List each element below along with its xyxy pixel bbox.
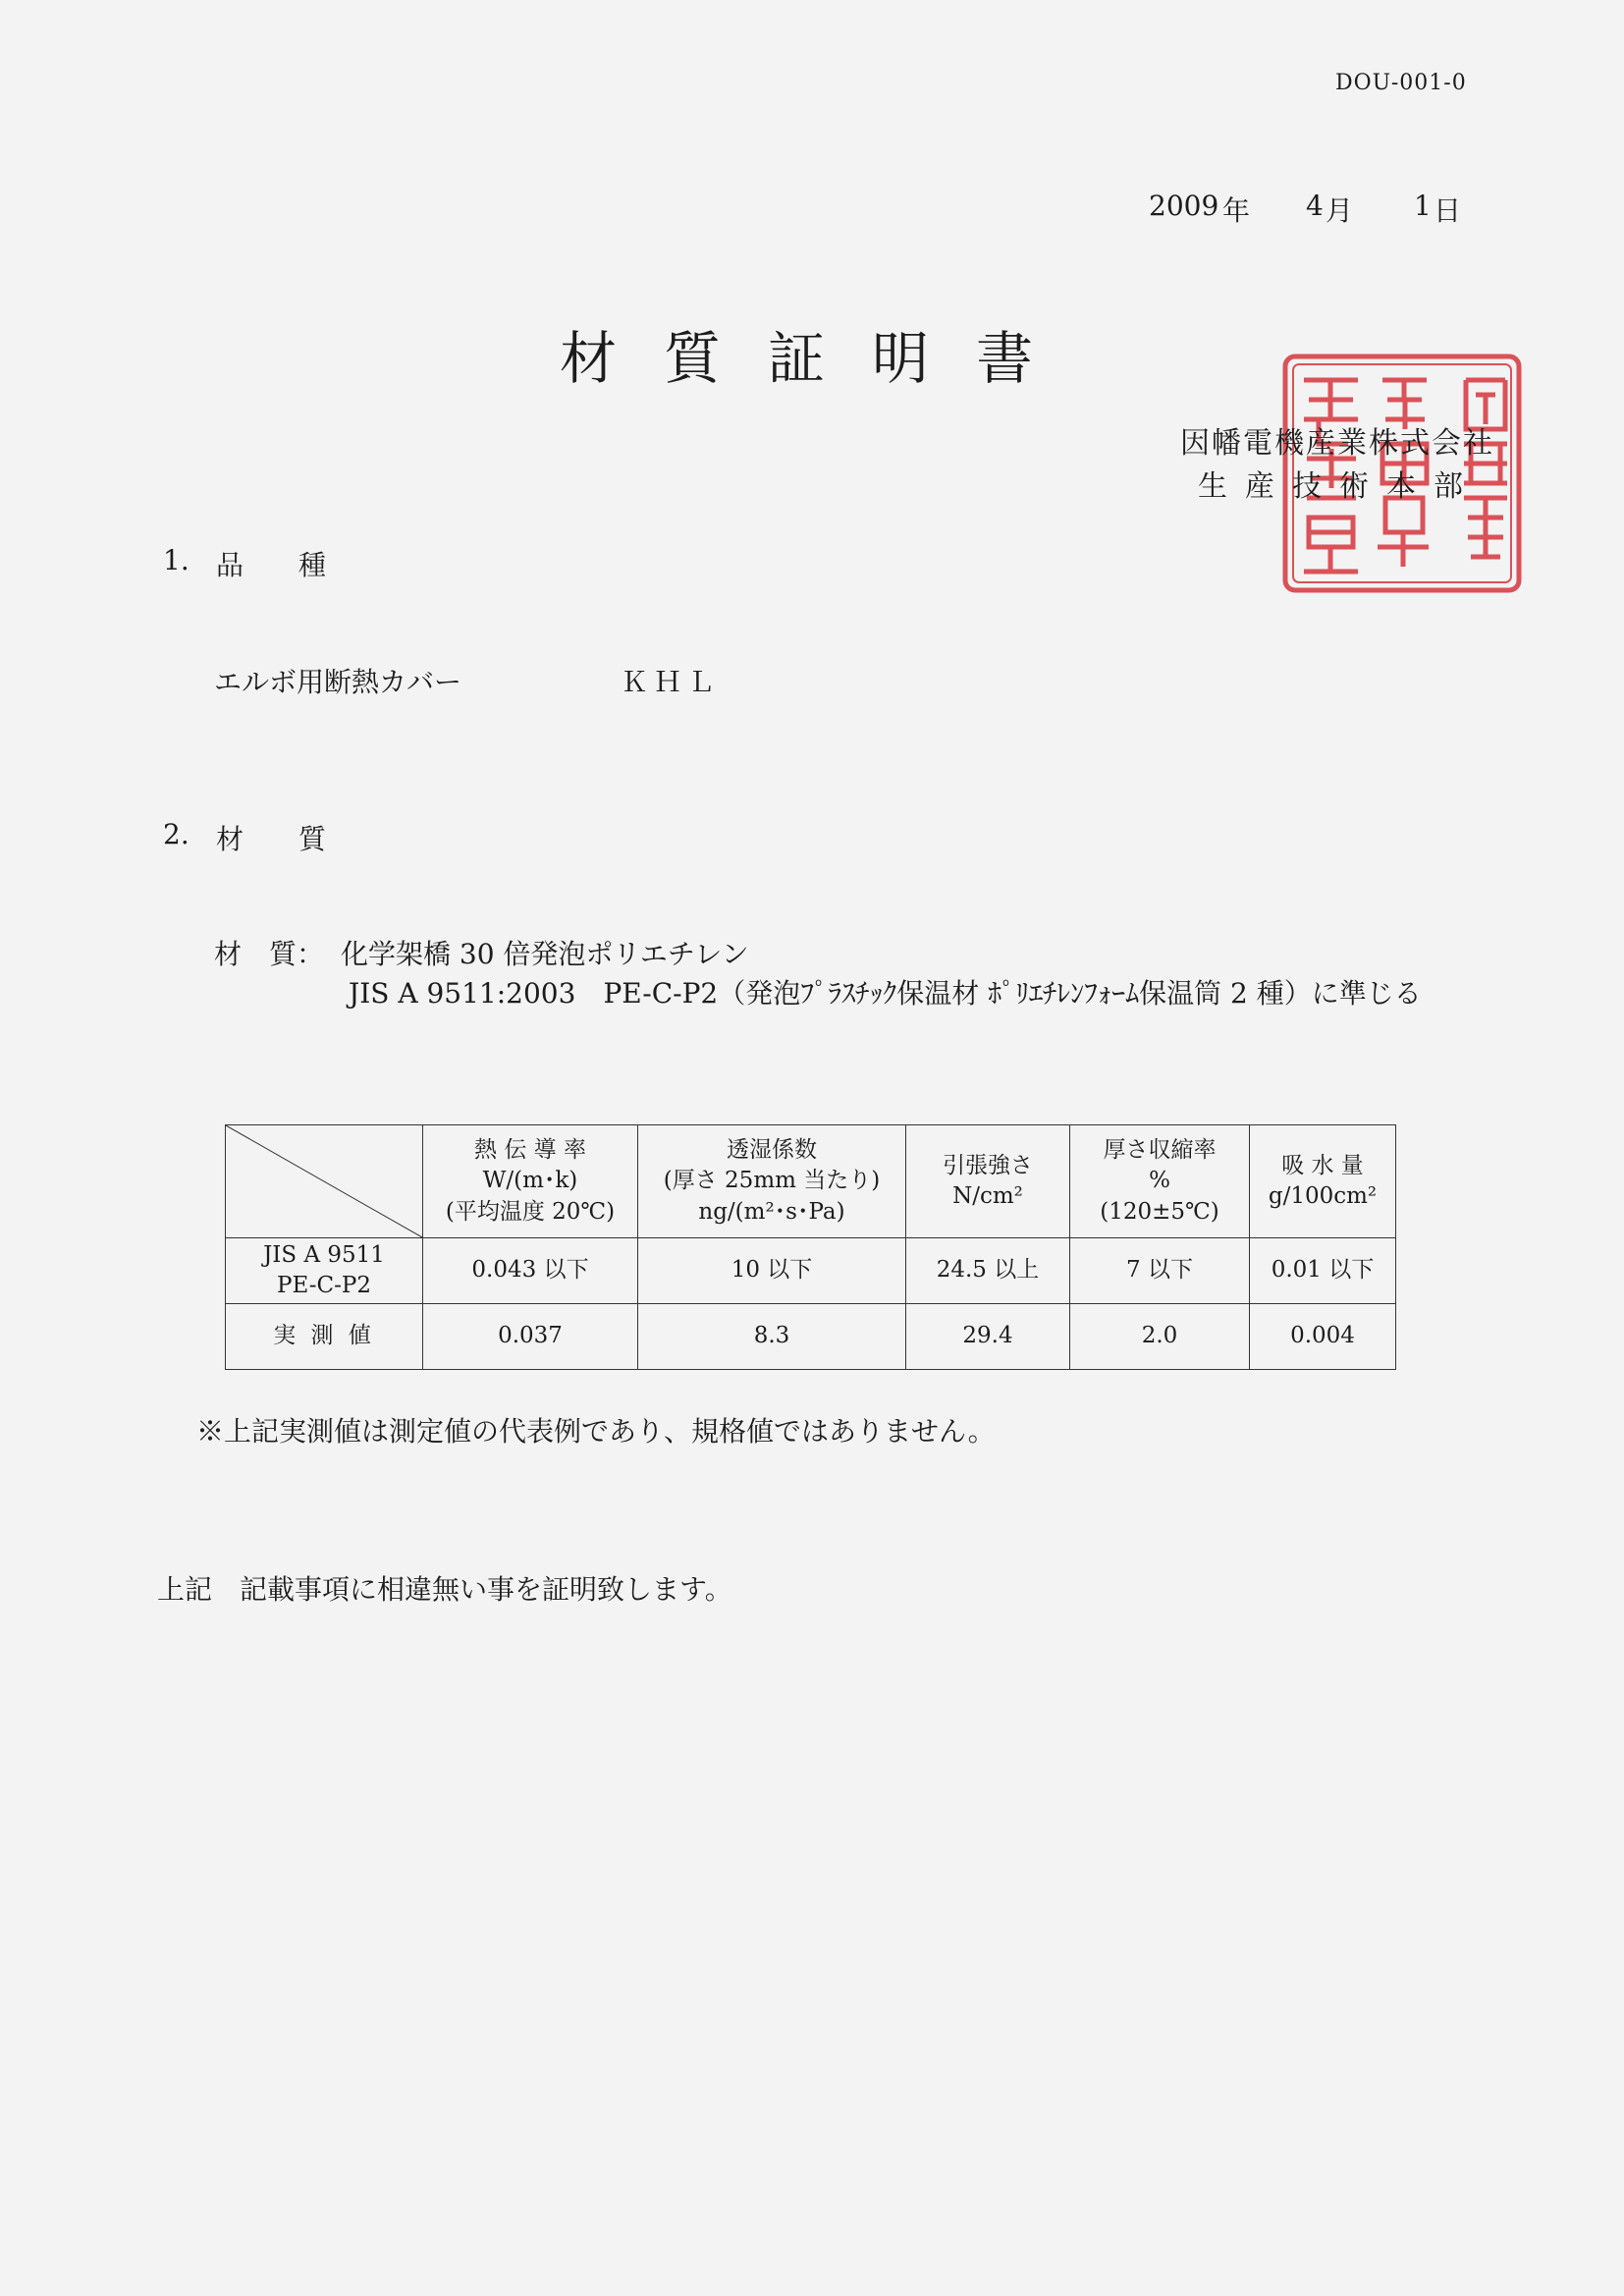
section2-number: 2. — [163, 818, 189, 850]
table-corner-cell — [226, 1125, 423, 1238]
table-cell: 10 以下 — [638, 1238, 906, 1304]
section1-number: 1. — [163, 544, 189, 576]
product-code: ＫＨＬ — [621, 666, 722, 698]
issuer-company: 因幡電機産業株式会社 — [1180, 426, 1494, 461]
material-standard: JIS A 9511:2003 PE-C-P2（発泡ﾌﾟﾗｽﾁｯｸ保温材 ﾎﾟﾘｴﾁﾚﾝﾌｫｰﾑ保温筒 2 種）に準じる — [349, 977, 1422, 1010]
date-year: 2009 — [1149, 190, 1219, 222]
date-month-unit: 月 — [1326, 194, 1354, 227]
date-month: 4 — [1306, 190, 1324, 222]
material-value: 化学架橋 30 倍発泡ポリエチレン — [341, 938, 749, 970]
table-cell: 0.037 — [423, 1304, 638, 1370]
document-title: 材質証明書 — [560, 325, 1081, 392]
table-cell: 0.004 — [1250, 1304, 1396, 1370]
table-header-cell: 吸 水 量 g/100cm² — [1250, 1125, 1396, 1238]
table-cell: 24.5 以上 — [906, 1238, 1070, 1304]
table-cell: 7 以下 — [1070, 1238, 1250, 1304]
date-day-unit: 日 — [1434, 194, 1462, 227]
table-row — [226, 1238, 1396, 1304]
table-header-cell: 透湿係数 (厚さ 25mm 当たり) ng/(m²･s･Pa) — [638, 1125, 906, 1238]
date-day: 1 — [1414, 190, 1432, 222]
table-header-cell: 引張強さ N/cm² — [906, 1125, 1070, 1238]
table-row — [226, 1304, 1396, 1370]
table-cell: 29.4 — [906, 1304, 1070, 1370]
document-number: DOU-001-0 — [1335, 71, 1467, 95]
product-name: エルボ用断熱カバー — [214, 666, 462, 698]
table-cell: 8.3 — [638, 1304, 906, 1370]
certification-statement: 上記 記載事項に相違無い事を証明致します。 — [157, 1573, 732, 1606]
table-header-cell: 熱 伝 導 率 W/(m･k) (平均温度 20℃) — [423, 1125, 638, 1238]
table-header-row — [226, 1125, 1396, 1238]
table-cell: 0.01 以下 — [1250, 1238, 1396, 1304]
measurement-note: ※上記実測値は測定値の代表例であり、規格値ではありません。 — [196, 1415, 996, 1448]
issuer-department: 生産技術本部 — [1198, 469, 1481, 504]
properties-table — [225, 1124, 1396, 1370]
table-header-cell: 厚さ収縮率 % (120±5℃) — [1070, 1125, 1250, 1238]
material-label: 材 質： — [214, 938, 325, 970]
date-year-unit: 年 — [1222, 194, 1251, 227]
row-label-cell: 実 測 値 — [226, 1304, 423, 1370]
section2-heading: 材 質 — [216, 823, 327, 855]
table-cell: 2.0 — [1070, 1304, 1250, 1370]
section1-heading: 品 種 — [216, 549, 327, 581]
table-cell: 0.043 以下 — [423, 1238, 638, 1304]
row-label-cell: JIS A 9511 PE-C-P2 — [226, 1238, 423, 1304]
